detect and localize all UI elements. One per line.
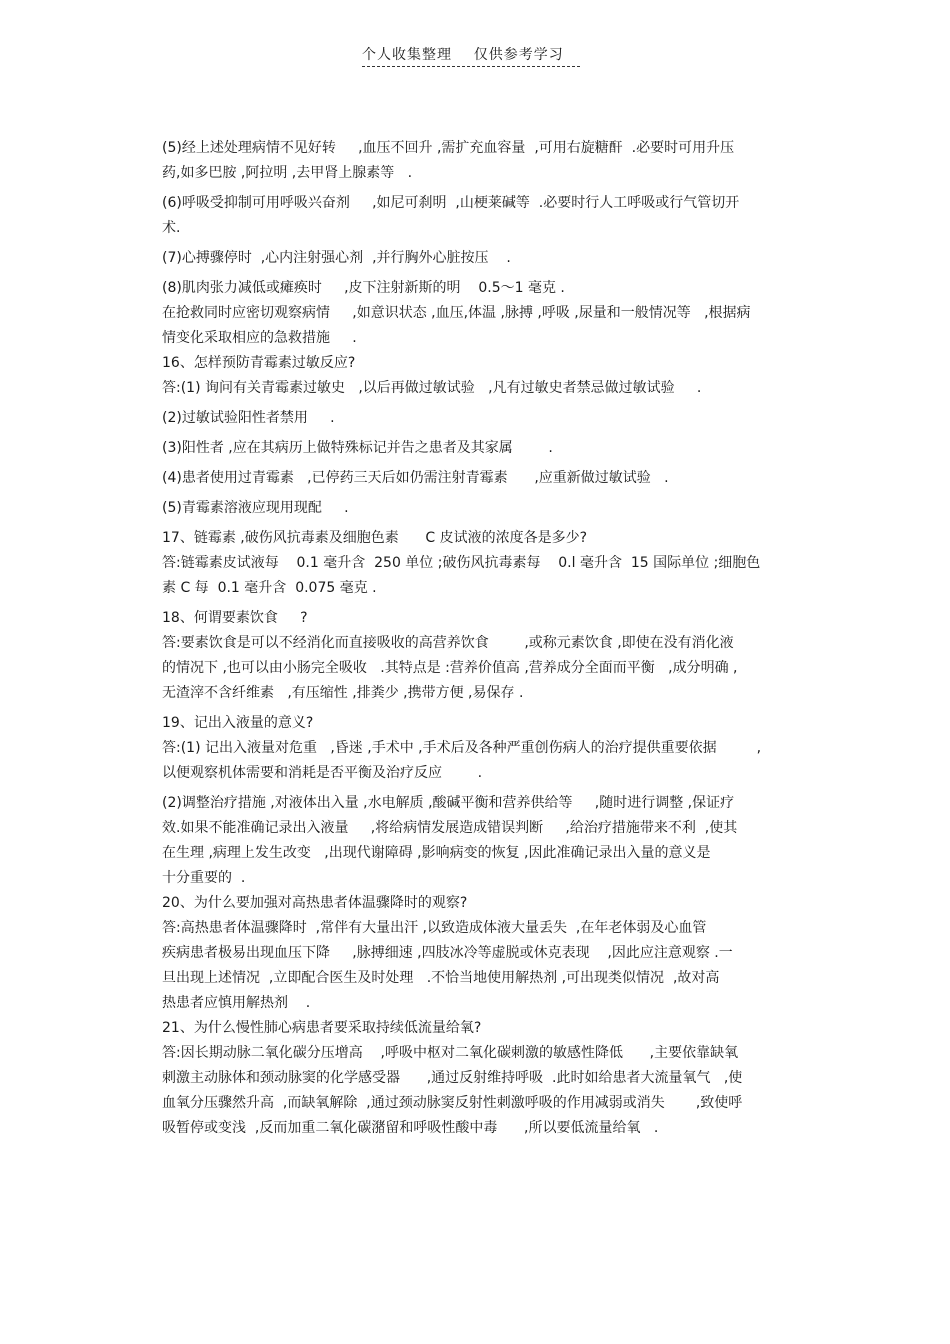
text-line: (8)肌肉张力减低或瘫痪时 ,皮下注射新斯的明 0.5～1 毫克 . — [162, 280, 565, 296]
question-heading: 17、链霉素 ,破伤风抗毒素及细胞色素 C 皮试液的浓度各是多少? — [162, 530, 588, 546]
text-line: 答:因长期动脉二氧化碳分压增高 ,呼吸中枢对二氧化碳刺激的敏感性降低 ,主要依靠缺氧 — [162, 1045, 739, 1061]
text-line: 疾病患者极易出现血压下降 ,脉搏细速 ,四肢冰冷等虚脱或休克表现 ,因此应注意观察 .一 — [162, 945, 733, 961]
text-line: (4)患者使用过青霉素 ,已停药三天后如仍需注射青霉素 ,应重新做过敏试验 . — [162, 470, 669, 486]
text-line: (6)呼吸受抑制可用呼吸兴奋剂 ,如尼可刹明 ,山梗莱碱等 .必要时行人工呼吸或行气管切开 — [162, 195, 740, 211]
text-line: 答:要素饮食是可以不经消化而直接吸收的高营养饮食 ,或称元素饮食 ,即使在没有消化液 — [162, 635, 734, 651]
question-heading: 21、为什么慢性肺心病患者要采取持续低流量给氧? — [162, 1020, 482, 1036]
text-line: 刺激主动脉体和颈动脉窦的化学感受器 ,通过反射维持呼吸 .此时如给患者大流量氧气 ,使 — [162, 1070, 743, 1086]
document-body — [162, 136, 784, 1141]
text-line: 术. — [162, 220, 181, 236]
text-line: 药,如多巴胺 ,阿拉明 ,去甲肾上腺素等 . — [162, 165, 413, 181]
text-line: 情变化采取相应的急救措施 . — [162, 330, 357, 346]
text-line: 答:(1) 询问有关青霉素过敏史 ,以后再做过敏试验 ,凡有过敏史者禁忌做过敏试验 . — [162, 380, 702, 396]
text-line: (2)调整治疗措施 ,对液体出入量 ,水电解质 ,酸碱平衡和营养供给等 ,随时进行调整 ,保证疗 — [162, 795, 735, 811]
text-line: 答:链霉素皮试液每 0.1 毫升含 250 单位 ;破伤风抗毒素每 0.l 毫升含 15 国际单位 ;细胞色 — [162, 555, 761, 571]
question-heading: 19、记出入液量的意义? — [162, 715, 314, 731]
text-line: (3)阳性者 ,应在其病历上做特殊标记并告之患者及其家属 . — [162, 440, 553, 456]
text-line: 吸暂停或变浅 ,反而加重二氧化碳潴留和呼吸性酸中毒 ,所以要低流量给氧 . — [162, 1120, 659, 1136]
text-line: 以便观察机体需要和消耗是否平衡及治疗反应 . — [162, 765, 483, 781]
text-line: (5)青霉素溶液应现用现配 . — [162, 500, 349, 516]
text-line: 旦出现上述情况 ,立即配合医生及时处理 .不恰当地使用解热剂 ,可出现类似情况 ,故对高 — [162, 970, 720, 986]
text-line: 在生理 ,病理上发生改变 ,出现代谢障碍 ,影响病变的恢复 ,因此准确记录出入量的意义是 — [162, 845, 711, 861]
text-line: 血氧分压骤然升高 ,而缺氧解除 ,通过颈动脉窦反射性刺激呼吸的作用减弱或消失 ,致使呼 — [162, 1095, 743, 1111]
text-line: 效.如果不能准确记录出入液量 ,将给病情发展造成错误判断 ,给治疗措施带来不利 ,使其 — [162, 820, 738, 836]
question-heading: 20、为什么要加强对高热患者体温骤降时的观察? — [162, 895, 468, 911]
text-line: 在抢救同时应密切观察病情 ,如意识状态 ,血压,体温 ,脉搏 ,呼吸 ,尿量和一般情况等 ,根据病 — [162, 305, 751, 321]
text-line: (7)心搏骤停时 ,心内注射强心剂 ,并行胸外心脏按压 . — [162, 250, 511, 266]
text-line: 答:高热患者体温骤降时 ,常伴有大量出汗 ,以致造成体液大量丢失 ,在年老体弱及心血管 — [162, 920, 707, 936]
text-line: (2)过敏试验阳性者禁用 . — [162, 410, 335, 426]
text-line: 十分重要的 . — [162, 870, 246, 886]
text-line: 热患者应慎用解热剂 . — [162, 995, 311, 1011]
text-line: 答:(1) 记出入液量对危重 ,昏迷 ,手术中 ,手术后及各种严重创伤病人的治疗提供重要依据 , — [162, 740, 762, 756]
text-line: (5)经上述处理病情不见好转 ,血压不回升 ,需扩充血容量 ,可用右旋糖酐 .必要时可用升压 — [162, 140, 735, 156]
page-header-text: 个人收集整理 仅供参考学习 — [362, 47, 564, 63]
question-heading: 16、怎样预防青霉素过敏反应? — [162, 355, 356, 371]
question-heading: 18、何谓要素饮食 ? — [162, 610, 308, 626]
text-line: 无渣滓不含纤维素 ,有压缩性 ,排粪少 ,携带方便 ,易保存 . — [162, 685, 524, 701]
text-line: 的情况下 ,也可以由小肠完全吸收 .其特点是 :营养价值高 ,营养成分全面而平衡 ,成分明确 , — [162, 660, 738, 676]
text-line: 素 C 每 0.1 毫升含 0.075 毫克 . — [162, 580, 377, 596]
header-divider — [362, 66, 580, 67]
